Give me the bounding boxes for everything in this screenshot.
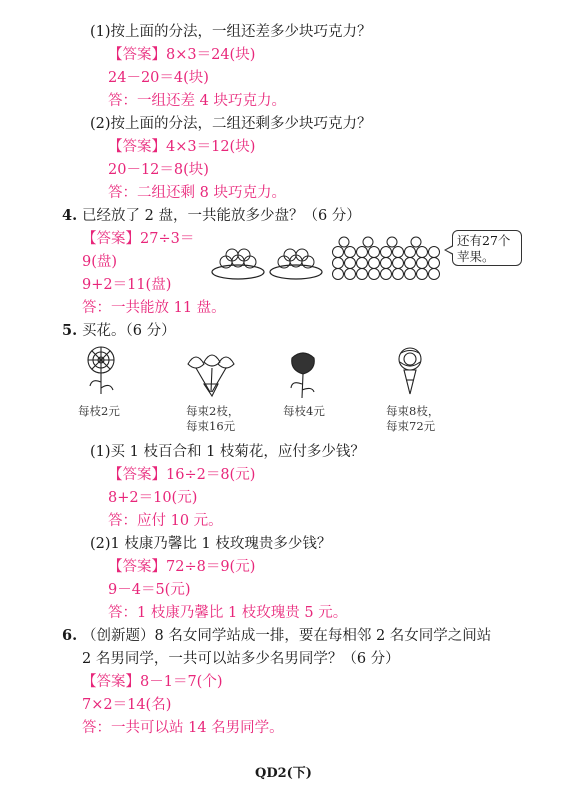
q5-part1-answer-line1: 【答案】16÷2＝8(元): [108, 467, 256, 483]
q5-number: 5.: [62, 322, 78, 339]
q5-part2-answer-line1: 【答案】72÷8＝9(元): [108, 559, 256, 575]
q5-part2-question: (2)1 枝康乃馨比 1 枝玫瑰贵多少钱？: [90, 536, 332, 552]
lily-bouquet-icon: [182, 350, 240, 398]
q3-part2-answer-line2: 20－12＝8(块): [108, 162, 209, 178]
q4-number: 4.: [62, 207, 78, 224]
apple-count-callout: [452, 230, 522, 266]
q3-part1-question: (1)按上面的分法，一组还差多少块巧克力？: [90, 24, 372, 40]
q6-answer-line1: 【答案】8－1＝7(个): [82, 674, 223, 690]
q4-answer-line2: 9(盘): [82, 254, 118, 270]
q3-part2-question: (2)按上面的分法，二组还剩多少块巧克力？: [90, 116, 372, 132]
q3-part1-answer-line3: 答：一组还差 4 块巧克力。: [108, 93, 286, 109]
carnation-bouquet-icon: [392, 346, 428, 398]
q4-answer-line3: 9+2＝11(盘): [82, 277, 172, 293]
apple-plate-icon: [212, 249, 264, 279]
q5-part2-answer-line3: 答：1 枝康乃馨比 1 枝玫瑰贵 5 元。: [108, 605, 348, 621]
flower-price-label: 每束16元: [186, 419, 236, 433]
callout-line2: 苹果。: [457, 249, 495, 264]
page-number: QD2(下): [255, 766, 312, 781]
q4-answer-line4: 答：一共能放 11 盘。: [82, 300, 226, 316]
flower-price-label: 每枝4元: [283, 404, 325, 418]
flower-price-label: 每枝2元: [78, 404, 120, 418]
callout-line1: 还有27个: [457, 233, 511, 248]
q5-part1-answer-line2: 8+2＝10(元): [108, 490, 198, 506]
q5-part1-answer-line3: 答：应付 10 元。: [108, 513, 223, 529]
q3-part2-answer-line3: 答：二组还剩 8 块巧克力。: [108, 185, 286, 201]
flower-price-label: 每束8枝，: [386, 404, 440, 418]
rose-icon: [286, 348, 320, 400]
q6-number: 6.: [62, 627, 78, 644]
q4-answer-line1: 【答案】27÷3＝: [82, 231, 195, 247]
chrysanthemum-icon: [80, 344, 122, 396]
flower-price-label: 每束2枝，: [186, 404, 240, 418]
q6-answer-line2: 7×2＝14(名): [82, 697, 172, 713]
flower-price-label: 每束72元: [386, 419, 436, 433]
q5-part1-question: (1)买 1 枝百合和 1 枝菊花，应付多少钱？: [90, 444, 365, 460]
apple-plate-icon: [270, 249, 322, 279]
q3-part1-answer-line2: 24－20＝4(块): [108, 70, 209, 86]
q6-question-line2: 2 名男同学，一共可以站多少名男同学？（6 分）: [82, 651, 400, 667]
q3-part1-answer-line1: 【答案】8×3＝24(块): [108, 47, 256, 63]
q3-part2-answer-line1: 【答案】4×3＝12(块): [108, 139, 256, 155]
q4-question: 已经放了 2 盘，一共能放多少盘？（6 分）: [82, 208, 361, 224]
q5-part2-answer-line2: 9－4＝5(元): [108, 582, 191, 598]
apple-pile-icon: [333, 237, 440, 280]
q6-question-line1: （创新题）8 名女同学站成一排，要在每相邻 2 名女同学之间站: [82, 628, 492, 644]
q5-question: 买花。（6 分）: [82, 323, 176, 339]
apple-plates-illustration: [210, 232, 450, 284]
q6-answer-line3: 答：一共可以站 14 名男同学。: [82, 720, 284, 736]
